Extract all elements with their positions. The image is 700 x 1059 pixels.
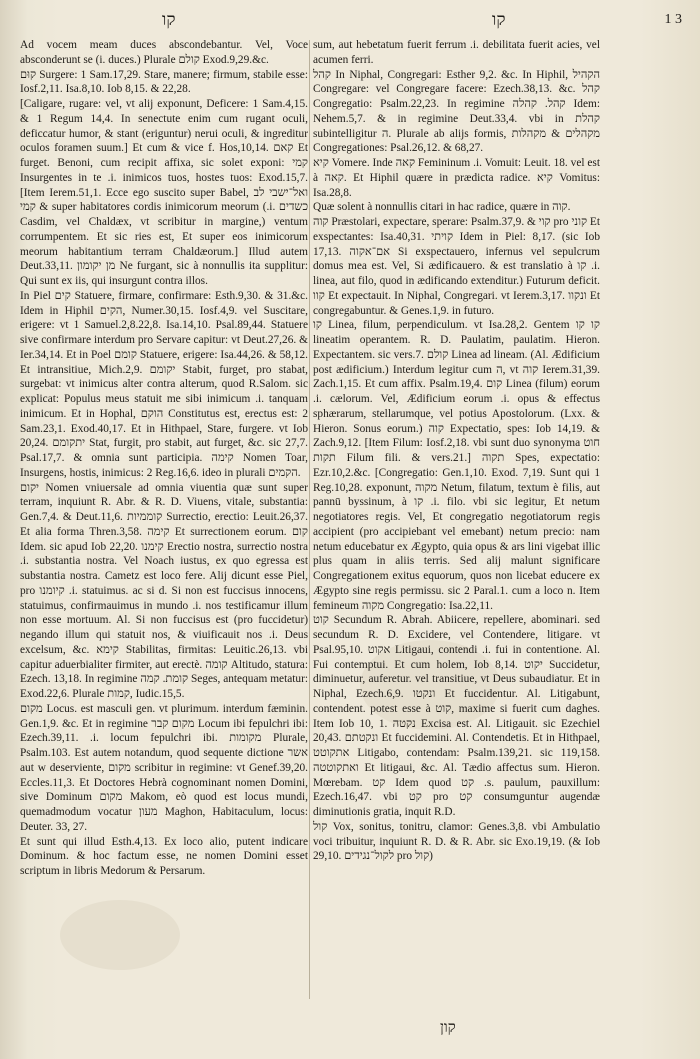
dictionary-entry: In Piel קים Statuere, firmare, confirmare: Esth.9,30. & 31.&c. Idem in Hiphil הקים, Numer.30,15. Iosf.4,9. vel Suscitare, erigere: vt 1 Samuel.2,8.22,8. Isa.14,10. Psal.89,44. Statuere sive confirmare interdum pro Servare capitur: vt Deut.27,26. & Ier.34,14. Et in Poel קומם Statuere, erigere: Isa.44,26. & 58,12. Et intransitiue, Mich.2,9. יקומם Stabit, furget, pro stabat, surgebat: vt inimicus alter contra alterum, quod R.Salom. sic explicat: Populus meus statuit me sibi inimicum .i. tanquam inimicum. Et in Hophal, הוקם Constitutus est, erectus est: 2 Sam.23,1. Exod.40,17. Et in Hithpael, Stare, furgere. vt Iob 20,24. יתקומם Stat, furgit, pro stabit, aut furget, &c. sic 27,7. Psal.17,7. & omnia sunt participia. קימה Nomen Toar, Insurgens, hostis, inimicus: 2 Reg.16,6. ideo in plurali הקמים.: [20, 289, 308, 479]
dictionary-entry: יקום Nomen vniuersale ad omnia viuentia quæ sunt super terram, inquiunt R. Abr. & R. D. Viuens, vitale, substantia: Gen.7,4. & Deut.11,6. קוממיות Surrectio, erectio: Leuit.26,37. Et alia forma Thren.3,58. קימה Et surrectionem eorum. קום Idem. sic apud Iob 22,20. קימנו Erectio nostra, surrectio nostra .i. substantia nostra. Vel Noach iustus, ex quo egressa est substantia nostra. Cametz est loco fere. Alij dicunt esse Piel, pro קיומנו .i. statuimus. ac si d. Si non est fuccisus innocens, statuimus, confirmauimus in mundo .i. nos testificamur illum non esse mortuum. Al. Si non fuccisus est (pro fuccidetur) negando illum qui statuit nos, & viuificauit nos .i. Deus excelsum, &c. קימא Stabilitas, firmitas: Leuitic.26,13. vbi capitur aduerbialiter firmiter, aut erectè. קומה Altitudo, statura: Ezech. 13,18. In regimine קומת. קמה Seges, antequam metatur: Exod.22,6. Plurale קמות, Iudic.15,5.: [20, 481, 308, 700]
dictionary-entry: מקום Locus. est masculi gen. vt plurimum. interdum fæminin. Gen.1,9. &c. Et in regimine מקום קבר Locum ibi fepulchri ibi: Ezech.39,11. .i. locum fepulchri ibi. מקומות Plurale, Psalm.103. Est autem notandum, quod sequente dictione אשר aut w deserviente, מקום scribitur in regimine: vt Genef.39,20. Eccles.11,3. Et Doctores Hebrà cognominant nomen Domini, sive Dominum מקום Makom, eò quod est locus mundi, quemadmodum vocatur מעון Maghon, Habitaculum, locus: Deuter. 33, 27.: [20, 702, 308, 833]
running-head-left: קו: [162, 10, 176, 30]
dictionary-entry: Et sunt qui illud Esth.4,13. Ex loco alio, putent indicare Dominum. & hoc factum esse, ne nomen Domini esset scriptum in libris Medorum & Persarum.: [20, 835, 308, 877]
dictionary-entry: קוט Secundum R. Abrah. Abiicere, repellere, abominari. sed secundum R. D. Excidere, vel Contendere, litigare. vt Psal.95,10. אקוט Litigaui, contendi .i. fui in contentione. Al. Fui contemptui. Et cum holem, Iob 8,14. יקוט Succidetur, diminuetur, auferetur. vel transitiue, vt Deus subaudiatur. Et in Niphal, Ezech.6,9. ונקטו Et fuccidentur. Al. Litigabunt, contendent. potest esse à קוט, maxime si fuerit cum daghes. Item Iob 10, 1. נקטה Excisa est. Al. Litigauit. sic Ezechiel 20,43. ונקטתם Et fuccidemini. Al. Contendetis. Et in Hithpael, אתקוטט Litigabo, contendam: Psalm.139,21. sic 119,158. ואתקוטטה Et litigaui, &c. Al. Tædio affectus sum. Hieron. Mœrebam. קט Idem quod קט .s. paulum, pauxillum: Ezech.16,47. vbi קט pro קט consumguntur augendæ diminutionis gratia, inquit R.D.: [313, 614, 600, 818]
page-header: [0, 10, 700, 32]
column-divider: [309, 40, 310, 999]
page-number: 1 3: [664, 12, 682, 27]
dictionary-entry: קו Linea, filum, perpendiculum. vt Isa.28,2. Gentem קו קו lineatim operantem. R. D. Paulatim, paulatim. Hieron. Expectantem. sic vers.7. קולם Linea ad lineam. (Al. Ædificium post ædificium.) Interdum legitur cum ה, vt קוה Ierem.31,39. Zach.1,15. Et cum affix. Psalm.19,4. קום Linea (filum) eorum .i. cælorum. Vel, Ædificium eorum .i. opus & effectus sphærarum, stellarumque, vel potius Apostolorum. (Lxx. & Hieron. Sonus eorum.) קוה Expectatio, spes: Iob 14,19. & Zach.9,12. [Item Filum: Iosf.2,18. vbi sunt duo synonyma חוט תקות Filum fili. & vers.21.] תקוה Spes, expectatio: Ezr.10,2.&c. [Congregatio: Gen.1,10. Exod. 7,19. Sunt qui 1 Reg.10,28. exponunt, מקוה Netum, filatum, textum è filis, aut pannū byssinum, à קו .i. filo. vbi sic legitur, Et netum negotiatores regis. Vel, Et congregatio negotiatorum regis accipient (pro accipiebant vel emebant) netum precio: nam netum educebatur ex Ægypto, quia opus & ars lini vigebat illic plus quam in aliis terris. Sed alij malunt significare Congregationem exitus equorum, quos non licebat educere ex Ægypto sine regis permissu. sic 2 Paral.1. cum a loco n. Item femineum מקוה Congregatio: Isa.22,11.: [313, 319, 600, 612]
dictionary-entry: קוה Præstolari, expectare, sperare: Psalm.37,9. & קוי pro קוני Et exspectantes: Isa.40,31. קויתי Idem in Piel: 8,17. (sic Iob 17,13. אם־אקוה Si exspectauero, infernus vel sepulcrum domus mea est. Vel, Si ædificauero. & est translatio à קו .i. linea, aut filo, quod in ædificando extenditur.) Futurum deficit. קוו Et expectauit. In Niphal, Congregari. vt Ierem.3,17. ונקוו Et congregabuntur. & Genes.1,9. in futuro.: [313, 216, 600, 317]
dictionary-entry: קול Vox, sonitus, tonitru, clamor: Genes.3,8. vbi Ambulatio voci tribuitur, inquiunt R. D. & R. Abr. sic Exo.19,19. (& Iob 29,10. לקול־נגידים pro קול): [313, 820, 600, 863]
right-column: [313, 38, 600, 999]
left-column: [20, 38, 308, 999]
dictionary-entry: [Caligare, rugare: vel, vt alij exponunt, Deficere: 1 Sam.4,15. & 1 Regum 14,4. In senectute enim cum rugant oculi, deficcatur humor, & stant (eriguntur) nerui oculi, & ingreditur oculos foramen suum.] Et cum & vice f. Hos,10,14. קאם Et furget. Benoni, cum recipit affixa, sic solet exponi: קמי Insurgentes in te .i. inimicos tuos, hostes tuos: Exod.15,7. [Item Ierem.51,1. Ecce ego suscito super Babel, ואל־ישבי לב קמי & super habitatores cordis inimicorum meorum (.i. כשדים Casdim, vel Chaldæx, vt scribitur in margine,) ventum corrumpentem. Et sic ries est, Et super eos inimicorum meorum habitantium terram Chaldæorum.] Illud autem Deut.33,11. מן יקומון Ne furgant, sic à nonnullis ita supplitur: Qui sunt ex iis, qui insurgunt contra illos.: [20, 98, 308, 287]
dictionary-entry: sum, aut hebetatum fuerit ferrum .i. debilitata fuerit acies, vel acumen ferri.: [313, 39, 600, 66]
catchword: קון: [440, 1018, 456, 1036]
dictionary-entry: קוּם Surgere: 1 Sam.17,29. Stare, manere; firmum, stabile esse: Iosf.2,11. Isa.8,10. Iob 8,15. & 22,28.: [20, 68, 308, 96]
dictionary-entry: קיא Vomere. Inde קאה Femininum .i. Vomuit: Leuit. 18. vel est à קאה. Et Hiphil quære in prædicta radice. קיא Vomitus: Isa.28,8.: [313, 157, 600, 199]
running-head-right: קו: [492, 10, 506, 30]
dictionary-entry: קהל In Niphal, Congregari: Esther 9,2. &c. In Hiphil, הקהיל Congregare: vel Congregare facere: Ezech.38,13. &c. קהל Congregatio: Psalm.22,23. In regimine קהל. קהלה Idem: Nehem.5,7. & in regimine Deut.33,4. vbi in קהלת subintelligitur ה. Plurale ab alijs formis, מקהלים & מקהלות Congregationes: Psal.26,12. & 68,27.: [313, 68, 600, 155]
dictionary-entry: Quæ solent à nonnullis citari in hac radice, quære in קוה.: [313, 201, 571, 214]
dictionary-entry: Ad vocem meam duces abscondebantur. Vel, Voce absconderunt se (i. duces.) Plurale קולם Exod.9,29.&c.: [20, 39, 308, 66]
